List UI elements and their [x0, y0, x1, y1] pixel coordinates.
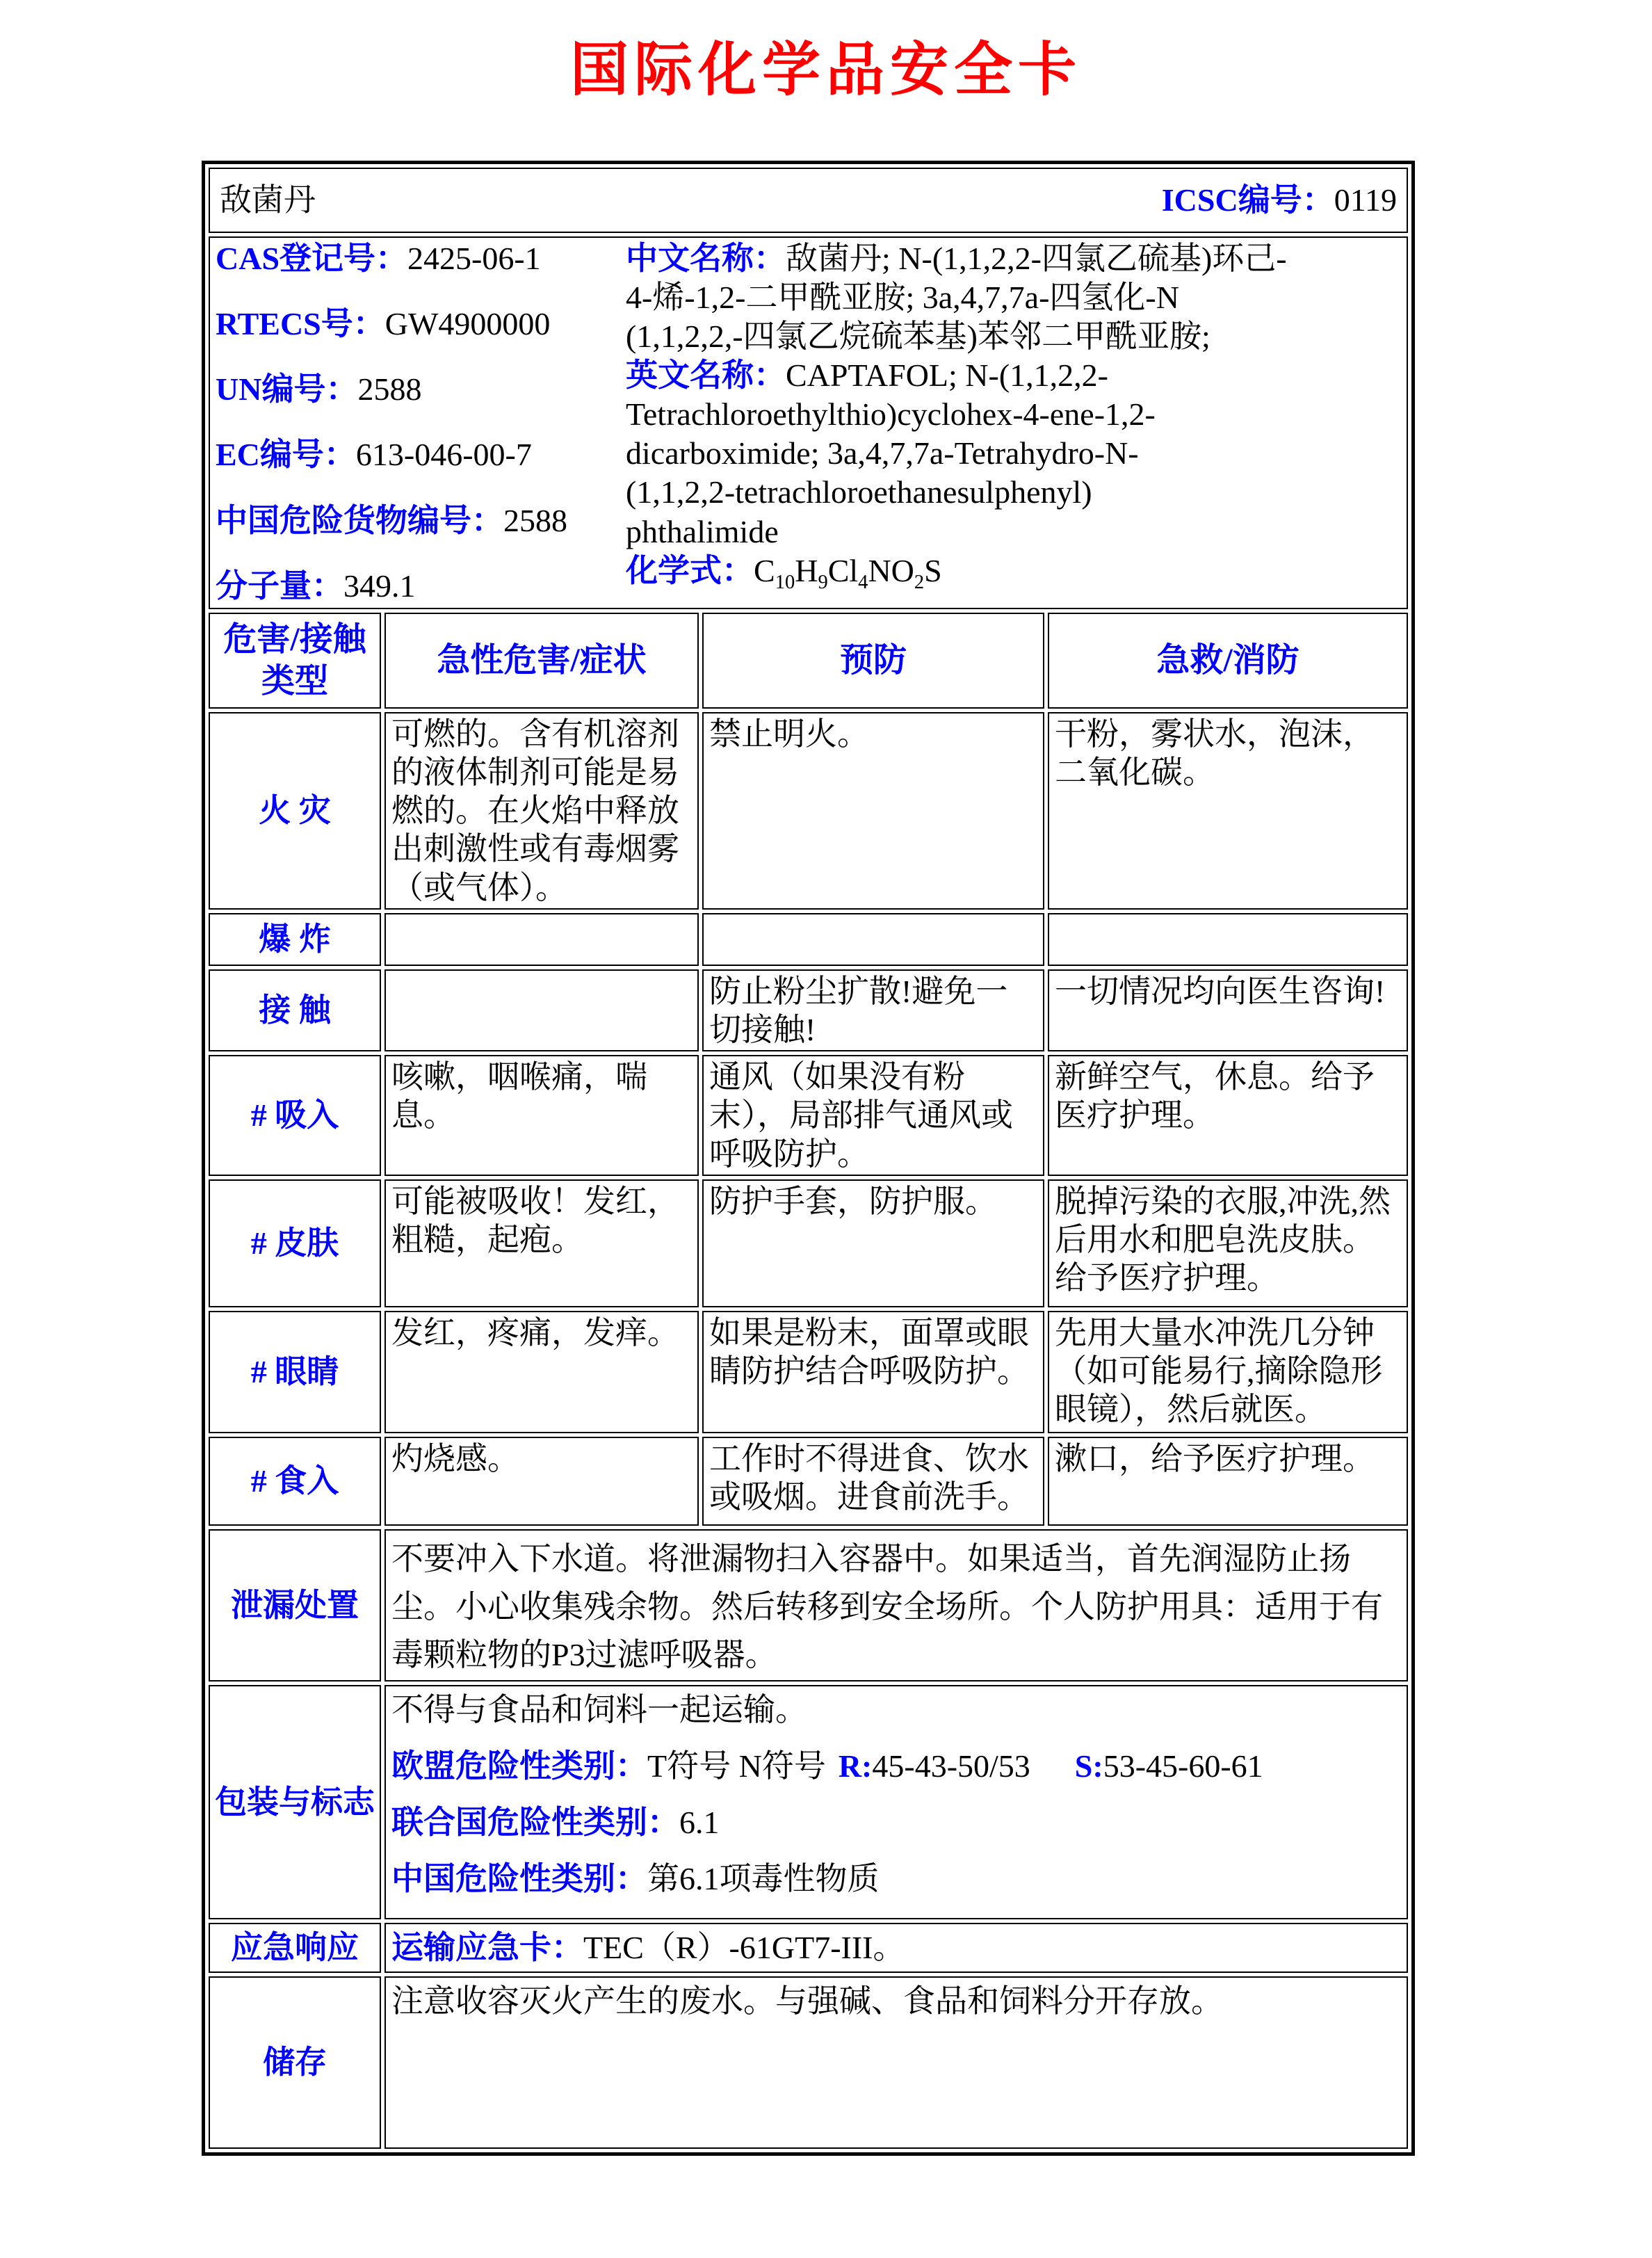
- page-title: 国际化学品安全卡: [569, 38, 1082, 103]
- exposure-prevention: 防止粉尘扩散!避免一切接触!: [702, 969, 1044, 1051]
- eyes-symptoms: 发红，疼痛，发痒。: [384, 1311, 699, 1433]
- eu-hazard-class: 欧盟危险性类别：T符号 N符号 R:45-43-50/53 S:53-45-60-61: [391, 1748, 1263, 1784]
- skin-prevention: 防护手套，防护服。: [702, 1179, 1044, 1307]
- spill-row: [209, 1529, 1408, 1682]
- hazard-row-skin: [209, 1179, 1408, 1307]
- row-label-fire: 火 灾: [209, 712, 381, 910]
- china-hazard-class: 中国危险性类别：第6.1项毒性物质: [391, 1861, 880, 1897]
- hazard-row-inhalation: [209, 1055, 1408, 1176]
- icsc-number: [1162, 181, 1397, 219]
- identifiers-row: [209, 236, 1408, 609]
- transport-emergency-card-value: TEC（R）-61GT7-III。: [583, 1929, 905, 1965]
- hazard-header-type: 危害/接触类型: [209, 613, 381, 709]
- row-label-ingestion: # 食入: [209, 1437, 381, 1526]
- r-phrases-label: R:: [838, 1748, 873, 1784]
- ingestion-prevention: 工作时不得进食、饮水或吸烟。进食前洗手。: [702, 1437, 1044, 1526]
- inhalation-prevention: 通风（如果没有粉末），局部排气通风或呼吸防护。: [702, 1055, 1044, 1176]
- row-label-spill: 泄漏处置: [209, 1529, 381, 1682]
- un-number: UN编号：2588: [216, 371, 422, 408]
- hazard-row-exposure: [209, 969, 1408, 1051]
- transport-emergency-card-label: 运输应急卡：: [391, 1929, 583, 1965]
- s-phrases-label: S:: [1074, 1748, 1103, 1784]
- explosion-prevention: [702, 913, 1044, 966]
- r-phrases-value: 45-43-50/53: [872, 1748, 1030, 1784]
- formula-label: 化学式：: [626, 552, 754, 588]
- fire-prevention: 禁止明火。: [702, 712, 1044, 910]
- row-label-inhalation: # 吸入: [209, 1055, 381, 1176]
- packaging-row: [209, 1685, 1408, 1919]
- row-label-skin: # 皮肤: [209, 1179, 381, 1307]
- icsc-number-label: ICSC编号：: [1161, 182, 1334, 218]
- row-label-explosion: 爆 炸: [209, 913, 381, 966]
- packaging-transport-note: 不得与食品和饲料一起运输。: [391, 1691, 807, 1727]
- exposure-symptoms: [384, 969, 699, 1051]
- name-row: [209, 168, 1408, 233]
- row-label-packaging: 包装与标志: [209, 1685, 381, 1919]
- ingestion-firstaid: 漱口，给予医疗护理。: [1048, 1437, 1408, 1526]
- emergency-row: [209, 1923, 1408, 1973]
- chemical-formula: $C_{10}H_9Cl_4NO_2S$: [754, 552, 942, 593]
- hazard-row-ingestion: [209, 1437, 1408, 1526]
- molecular-weight: 分子量：349.1: [216, 567, 416, 604]
- storage-row: [209, 1976, 1408, 2149]
- cas-number: CAS登记号：2425-06-1: [216, 240, 541, 276]
- icsc-card-table: [202, 161, 1415, 2156]
- exposure-firstaid: 一切情况均向医生咨询!: [1048, 969, 1408, 1051]
- substance-name: 敌菌丹: [220, 182, 316, 218]
- hazard-row-eyes: [209, 1311, 1408, 1433]
- chemical-names: 中文名称：敌菌丹; N-(1,1,2,2-四氯乙硫基)环己- 4-烯-1,2-二甲酰亚胺; 3a,4,7,7a-四氢化-N (1,1,2,2,-四氯乙烷硫苯基)苯邻二甲酰亚胺; 英文名称：CAPTAFOL; N-(1,1,2,2- Tetrachloroethylthio)cyclohex-4-ene-1,2- dicarboximide; 3a,4,7,7a-Tetrahydro-N- (1,1,2,2-tetrachloroethanesulphenyl) phthalimide 化学式：$C_{10}H_9Cl_4NO_2S$: [626, 240, 1287, 593]
- english-name-label: 英文名称：: [626, 357, 786, 394]
- china-dangerous-goods-number: 中国危险货物编号：2588: [216, 502, 567, 538]
- chinese-name-label: 中文名称：: [626, 240, 786, 276]
- skin-firstaid: 脱掉污染的衣服,冲洗,然后用水和肥皂洗皮肤。给予医疗护理。: [1048, 1179, 1408, 1307]
- rtecs-number: RTECS号：GW4900000: [216, 305, 551, 341]
- icsc-number-value: 0119: [1334, 182, 1397, 218]
- eyes-firstaid: 先用大量水冲洗几分钟（如可能易行,摘除隐形眼镜），然后就医。: [1048, 1311, 1408, 1433]
- hazard-header-symptoms: 急性危害/症状: [384, 613, 699, 709]
- ingestion-symptoms: 灼烧感。: [384, 1437, 699, 1526]
- skin-symptoms: 可能被吸收！发红，粗糙，起疱。: [384, 1179, 699, 1307]
- s-phrases-value: 53-45-60-61: [1103, 1748, 1263, 1784]
- explosion-symptoms: [384, 913, 699, 966]
- explosion-firstaid: [1048, 913, 1408, 966]
- row-label-emergency: 应急响应: [209, 1923, 381, 1973]
- row-label-eyes: # 眼睛: [209, 1311, 381, 1433]
- hazard-header-prevention: 预防: [702, 613, 1044, 709]
- ec-number: EC编号：613-046-00-7: [216, 437, 532, 473]
- hazard-header-row: [209, 613, 1408, 709]
- spill-text: 不要冲入下水道。将泄漏物扫入容器中。如果适当，首先润湿防止扬尘。小心收集残余物。然后转移到安全场所。个人防护用具：适用于有毒颗粒物的P3过滤呼吸器。: [391, 1540, 1383, 1672]
- eyes-prevention: 如果是粉末，面罩或眼睛防护结合呼吸防护。: [702, 1311, 1044, 1433]
- inhalation-firstaid: 新鲜空气，休息。给予医疗护理。: [1048, 1055, 1408, 1176]
- storage-text: 注意收容灭火产生的废水。与强碱、食品和饲料分开存放。: [391, 1983, 1223, 2019]
- fire-symptoms: 可燃的。含有机溶剂的液体制剂可能是易燃的。在火焰中释放出刺激性或有毒烟雾（或气体）。: [384, 712, 699, 910]
- fire-firstaid: 干粉，雾状水，泡沫，二氧化碳。: [1048, 712, 1408, 910]
- hazard-row-fire: [209, 712, 1408, 910]
- row-label-storage: 储存: [209, 1976, 381, 2149]
- hazard-row-explosion: [209, 913, 1408, 966]
- inhalation-symptoms: 咳嗽，咽喉痛，喘息。: [384, 1055, 699, 1176]
- identifier-list: [216, 239, 626, 606]
- row-label-exposure: 接 触: [209, 969, 381, 1051]
- hazard-header-firstaid: 急救/消防: [1048, 613, 1408, 709]
- un-hazard-class: 联合国危险性类别：6.1: [391, 1805, 720, 1841]
